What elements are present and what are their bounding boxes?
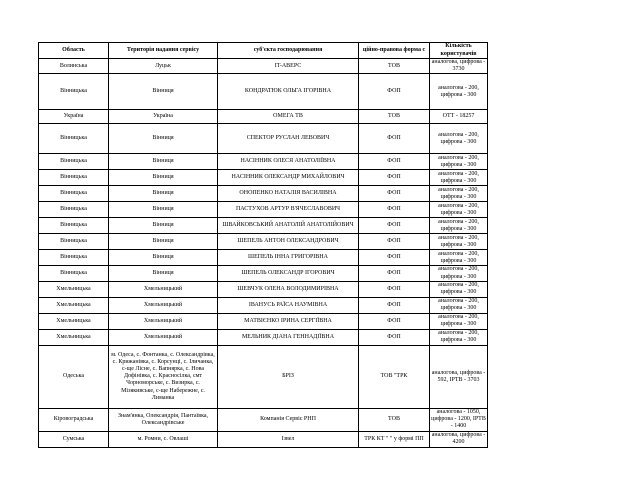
cell-kilkist: аналогова - 1050, цифрова - 1200, IPTB - 1400: [431, 409, 486, 430]
cell-subiekt: ПАСТУХОВ АРТУР В'ЯЧЕСЛАВОВИЧ: [218, 202, 359, 218]
table-row: [39, 202, 488, 218]
cell-forma: ФОП: [359, 250, 430, 266]
cell-kilkist: аналогова - 200, цифрова - 300: [430, 74, 488, 110]
table-row: [39, 186, 488, 202]
cell-terytoriia: м. Одеса, с. Фонтанка, с. Олександрівка, с. Крижанівка, с. Корсунці, с. Іличанка, с-ще Лісне, с. Вапнярка, с. Нова Дофінівка, с. Красносілка, смт Чорноморське, с. Визирка, с. Мізякивське, с-ще Набережне, с. Лиманка: [109, 345, 218, 408]
cell-subiekt: СПЕКТОР РУСЛАН ЛЕВОВИЧ: [218, 124, 359, 154]
cell-kilkist: аналогова - 200, цифрова - 300: [430, 218, 488, 234]
header-oblast: Область: [39, 43, 109, 59]
cell-kilkist: аналогова - 200, цифрова - 300: [430, 234, 488, 250]
cell-oblast: Вінницька: [39, 202, 109, 218]
cell-oblast: Хмельницька: [39, 329, 109, 345]
cell-kilkist: аналогова - 200, цифрова - 300: [430, 266, 488, 281]
registry-table: [38, 42, 488, 448]
table-row: [39, 170, 488, 186]
cell-oblast: Одеська: [39, 345, 109, 408]
cell-kilkist: аналогова, цифрова - 3730: [430, 59, 488, 74]
header-forma: ційно-правова форма с: [359, 43, 430, 59]
cell-terytoriia: Вінниця: [109, 154, 218, 170]
cell-subiekt: ШЕПЕЛЬ ІННА ГРИГОРІВНА: [218, 250, 359, 266]
cell-subiekt: ШЕВЧУК ОЛЕНА ВОЛОДИМИРІВНА: [218, 281, 359, 297]
cell-forma: ФОП: [359, 202, 430, 218]
cell-forma: ФОП: [359, 74, 430, 110]
cell-forma: ФОП: [359, 218, 430, 234]
table-row: [39, 250, 488, 266]
table-row: [39, 408, 488, 431]
table-row: [39, 110, 488, 124]
cell-kilkist: аналогова - 200, цифрова - 300: [430, 281, 488, 297]
cell-oblast: Україна: [39, 110, 109, 124]
table-row: [39, 154, 488, 170]
header-kilkist: Кількість користувачів: [430, 43, 488, 59]
table-row: [39, 234, 488, 250]
cell-subiekt: IT-АВЕРС: [218, 59, 359, 74]
cell-oblast: Вінницька: [39, 74, 109, 110]
table-row: [39, 124, 488, 154]
cell-subiekt: МЕЛЬНИК ДІАНА ГЕННАДІЇВНА: [218, 329, 359, 345]
cell-forma: ФОП: [359, 170, 430, 186]
cell-forma: ФОП: [359, 186, 430, 202]
cell-subiekt: ШЕПЕЛЬ АНТОН ОЛЕКСАНДРОВИЧ: [218, 234, 359, 250]
cell-forma: ТРК КТ " " у формі ПП: [359, 431, 430, 447]
cell-terytoriia: Вінниця: [109, 250, 218, 266]
cell-forma: ФОП: [359, 124, 430, 154]
cell-kilkist: аналогова, цифрова - 592, IPTB - 3703: [430, 345, 488, 408]
table-row: [39, 297, 488, 313]
table-row: [39, 266, 488, 281]
cell-oblast: Вінницька: [39, 250, 109, 266]
header-subiekt: суб'єкта господарювання: [218, 43, 359, 59]
cell-terytoriia: Україна: [109, 110, 218, 124]
cell-forma: ТОВ: [359, 408, 430, 431]
table-row: [39, 281, 488, 297]
cell-kilkist: аналогова - 200, цифрова - 300: [430, 202, 488, 218]
cell-kilkist: аналогова - 200, цифрова - 300: [430, 186, 488, 202]
cell-forma: ТОВ: [359, 110, 430, 124]
cell-terytoriia: Знам'янка, Олександрія, Пантаївка, Олександрівське: [109, 408, 218, 431]
cell-forma: ФОП: [359, 329, 430, 345]
cell-terytoriia: Хмельницький: [109, 313, 218, 329]
cell-oblast: Кіровоградська: [39, 408, 109, 431]
cell-kilkist: аналогова - 200, цифрова - 300: [430, 297, 488, 313]
cell-forma: ТОВ: [359, 59, 430, 74]
cell-terytoriia: Хмельницький: [109, 297, 218, 313]
cell-subiekt: БРІЗ: [218, 345, 359, 408]
cell-forma: ТОВ "ТРК: [359, 345, 430, 408]
cell-oblast: Волинська: [39, 59, 109, 74]
cell-kilkist: аналогова - 200, цифрова - 300: [430, 313, 488, 329]
header-terytoriia: Територія надання сервісу: [109, 43, 218, 59]
cell-oblast: Сумська: [39, 431, 109, 447]
table-row: [39, 345, 488, 408]
cell-subiekt: Компанія Сервіс РНП: [218, 408, 359, 431]
cell-oblast: Вінницька: [39, 170, 109, 186]
cell-kilkist: ОТТ - 18257: [430, 110, 488, 124]
table-row: [39, 313, 488, 329]
cell-forma: ФОП: [359, 281, 430, 297]
cell-subiekt: НАСІННИК ОЛЕКСАНДР МИХАЙЛОВИЧ: [218, 170, 359, 186]
cell-kilkist: аналогова - 200, цифрова - 300: [430, 329, 488, 345]
cell-oblast: Вінницька: [39, 234, 109, 250]
cell-terytoriia: Хмельницький: [109, 329, 218, 345]
cell-terytoriia: Вінниця: [109, 202, 218, 218]
cell-subiekt: ШЕПЕЛЬ ОЛЕКСАНДР ІГОРОВИЧ: [218, 266, 359, 281]
cell-oblast: Хмельницька: [39, 313, 109, 329]
cell-subiekt: Ізвел: [218, 431, 359, 447]
cell-forma: ФОП: [359, 266, 430, 281]
cell-kilkist: аналогова - 200, цифрова - 300: [430, 250, 488, 266]
cell-kilkist: аналогова, цифрова - 4200: [430, 431, 488, 447]
cell-oblast: Вінницька: [39, 218, 109, 234]
cell-subiekt: МАТВІЄНКО ІРИНА СЕРГІЇВНА: [218, 313, 359, 329]
table-row: [39, 329, 488, 345]
cell-terytoriia: Вінниця: [109, 170, 218, 186]
cell-oblast: Хмельницька: [39, 281, 109, 297]
cell-terytoriia: м. Ромни, с. Овлаші: [109, 431, 218, 447]
cell-oblast: Вінницька: [39, 266, 109, 281]
cell-oblast: Вінницька: [39, 186, 109, 202]
cell-terytoriia: Вінниця: [109, 266, 218, 281]
table-row: [39, 431, 488, 447]
table-row: [39, 218, 488, 234]
header-row: [39, 43, 488, 59]
cell-kilkist: аналогова - 200, цифрова - 300: [430, 154, 488, 170]
cell-subiekt: ШВАЙКОВСЬКИЙ АНАТОЛІЙ АНАТОЛІЙОВИЧ: [218, 218, 359, 234]
cell-terytoriia: Вінниця: [109, 124, 218, 154]
cell-oblast: Вінницька: [39, 124, 109, 154]
cell-oblast: Вінницька: [39, 154, 109, 170]
cell-terytoriia: Вінниця: [109, 186, 218, 202]
cell-kilkist: аналогова - 200, цифрова - 300: [430, 170, 488, 186]
table-row: [39, 59, 488, 74]
cell-subiekt: ОМЕГА ТВ: [218, 110, 359, 124]
cell-terytoriia: Вінниця: [109, 234, 218, 250]
cell-terytoriia: Вінниця: [109, 74, 218, 110]
cell-forma: ФОП: [359, 234, 430, 250]
cell-terytoriia: Хмельницький: [109, 281, 218, 297]
cell-terytoriia: Вінниця: [109, 218, 218, 234]
table-row: [39, 74, 488, 110]
cell-oblast: Хмельницька: [39, 297, 109, 313]
cell-subiekt: ІВАНУСЬ РАЇСА НАУМІВНА: [218, 297, 359, 313]
cell-subiekt: КОНДРАТЮК ОЛЬГА ІГОРІВНА: [218, 74, 359, 110]
cell-subiekt: ОНОПЕНКО НАТАЛІЯ ВАСИЛІВНА: [218, 186, 359, 202]
cell-terytoriia: Луцьк: [109, 59, 218, 74]
cell-kilkist: аналогова - 200, цифрова - 300: [430, 124, 488, 154]
cell-subiekt: НАСІННИК ОЛЕСЯ АНАТОЛІЇВНА: [218, 154, 359, 170]
cell-forma: ФОП: [359, 297, 430, 313]
cell-forma: ФОП: [359, 313, 430, 329]
cell-forma: ФОП: [359, 154, 430, 170]
